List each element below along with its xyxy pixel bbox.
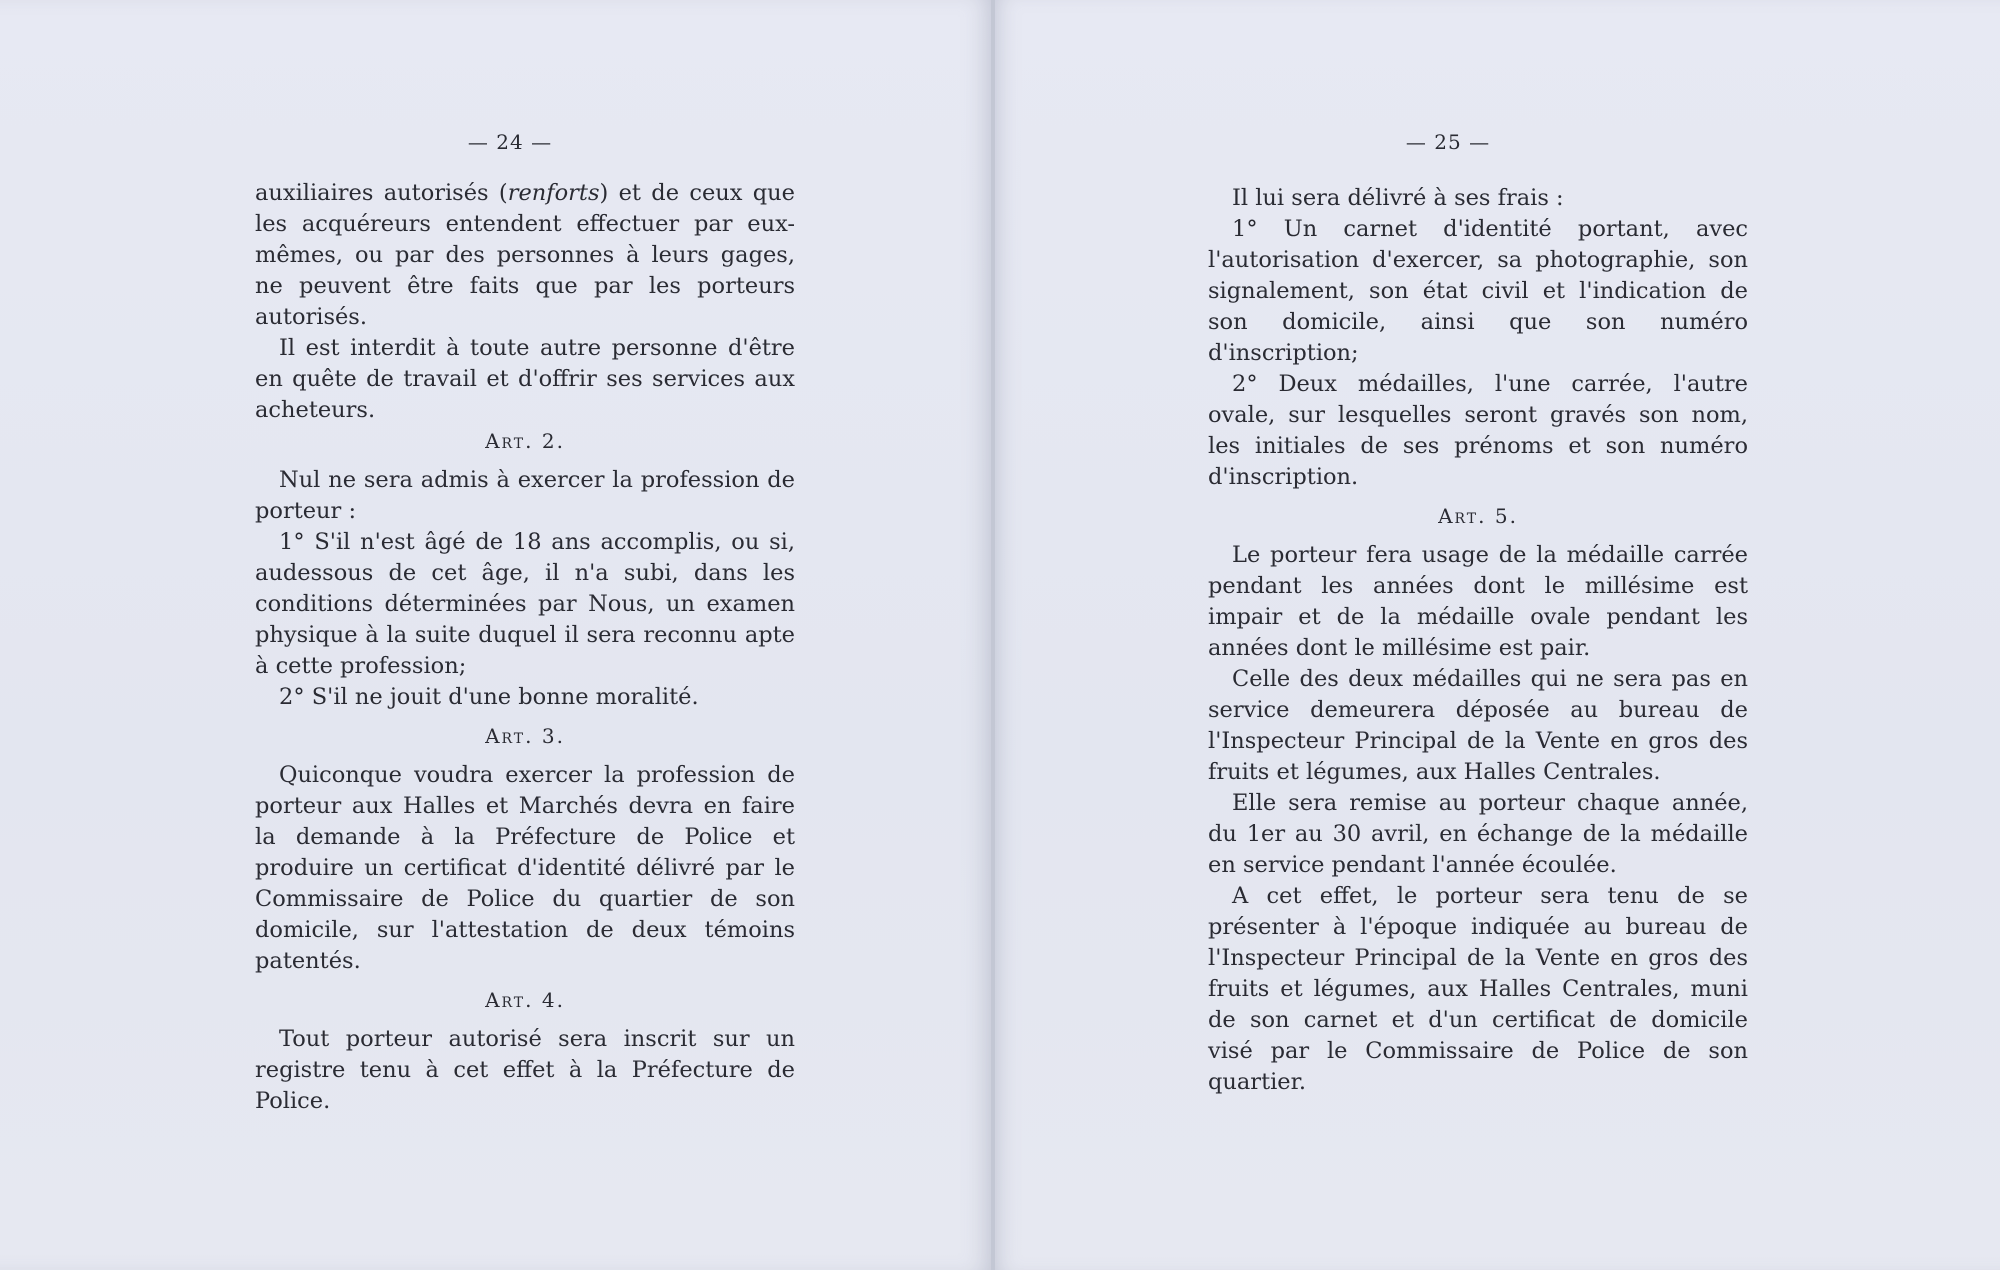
- page-number-left: — 24 —: [467, 130, 553, 154]
- article-heading: Art. 4.: [485, 988, 565, 1012]
- paragraph: Tout porteur autorisé sera inscrit sur un registre tenu à cet effet à la Préfecture de Police.: [255, 1026, 795, 1114]
- paragraph: Il lui sera délivré à ses frais :: [1232, 185, 1564, 211]
- article-heading: Art. 5.: [1438, 504, 1518, 528]
- paragraph: 2° Deux médailles, l'une carrée, l'autre ovale, sur lesquelles seront gravés son nom, les initiales de ses prénoms et son numéro d'inscription.: [1208, 371, 1748, 490]
- right-page-text: [1208, 183, 1748, 1098]
- paragraph: Le porteur fera usage de la médaille carrée pendant les années dont le millésime est impair et de la médaille ovale pendant les années dont le millésime est pair.: [1208, 542, 1748, 661]
- paragraph: 1° Un carnet d'identité portant, avec l'autorisation d'exercer, sa photographie, son signalement, son état civil et l'indication de son domicile, ainsi que son numéro d'inscription;: [1208, 216, 1748, 366]
- paragraph: Celle des deux médailles qui ne sera pas en service demeurera déposée au bureau de l'Inspecteur Principal de la Vente en gros des fruits et légumes, aux Halles Centrales.: [1208, 666, 1748, 785]
- paragraph: Elle sera remise au porteur chaque année, du 1er au 30 avril, en échange de la médaille en service pendant l'année écoulée.: [1208, 790, 1748, 878]
- book-gutter: [991, 0, 995, 1270]
- article-heading: Art. 2.: [485, 429, 565, 453]
- paragraph: 2° S'il ne jouit d'une bonne moralité.: [279, 684, 699, 710]
- left-page: [0, 0, 993, 1270]
- paragraph: A cet effet, le porteur sera tenu de se présenter à l'époque indiquée au bureau de l'Inspecteur Principal de la Vente en gros des fruits et légumes, aux Halles Centrales, muni de son carnet et d'un certificat de domicile visé par le Commissaire de Police de son quartier.: [1208, 883, 1748, 1095]
- paragraph: Nul ne sera admis à exercer la profession de porteur :: [255, 467, 795, 524]
- article-heading: Art. 3.: [485, 724, 565, 748]
- paragraph: 1° S'il n'est âgé de 18 ans accomplis, ou si, audessous de cet âge, il n'a subi, dans les conditions déterminées par Nous, un examen physique à la suite duquel il sera reconnu apte à cette profession;: [255, 529, 795, 679]
- paragraph: auxiliaires autorisés (renforts) et de ceux que les acquéreurs entendent effectuer par eux-mêmes, ou par des personnes à leurs gages, ne peuvent être faits que par les porteurs autorisés.: [255, 180, 795, 330]
- right-page: [993, 0, 2000, 1270]
- left-page-text: [255, 178, 795, 1117]
- paragraph: Il est interdit à toute autre personne d'être en quête de travail et d'offrir ses services aux acheteurs.: [255, 335, 795, 423]
- page-number-right: — 25 —: [1405, 130, 1491, 154]
- paragraph: Quiconque voudra exercer la profession de porteur aux Halles et Marchés devra en faire la demande à la Préfecture de Police et produire un certificat d'identité délivré par le Commissaire de Police du quartier de son domicile, sur l'attestation de deux témoins patentés.: [255, 762, 795, 974]
